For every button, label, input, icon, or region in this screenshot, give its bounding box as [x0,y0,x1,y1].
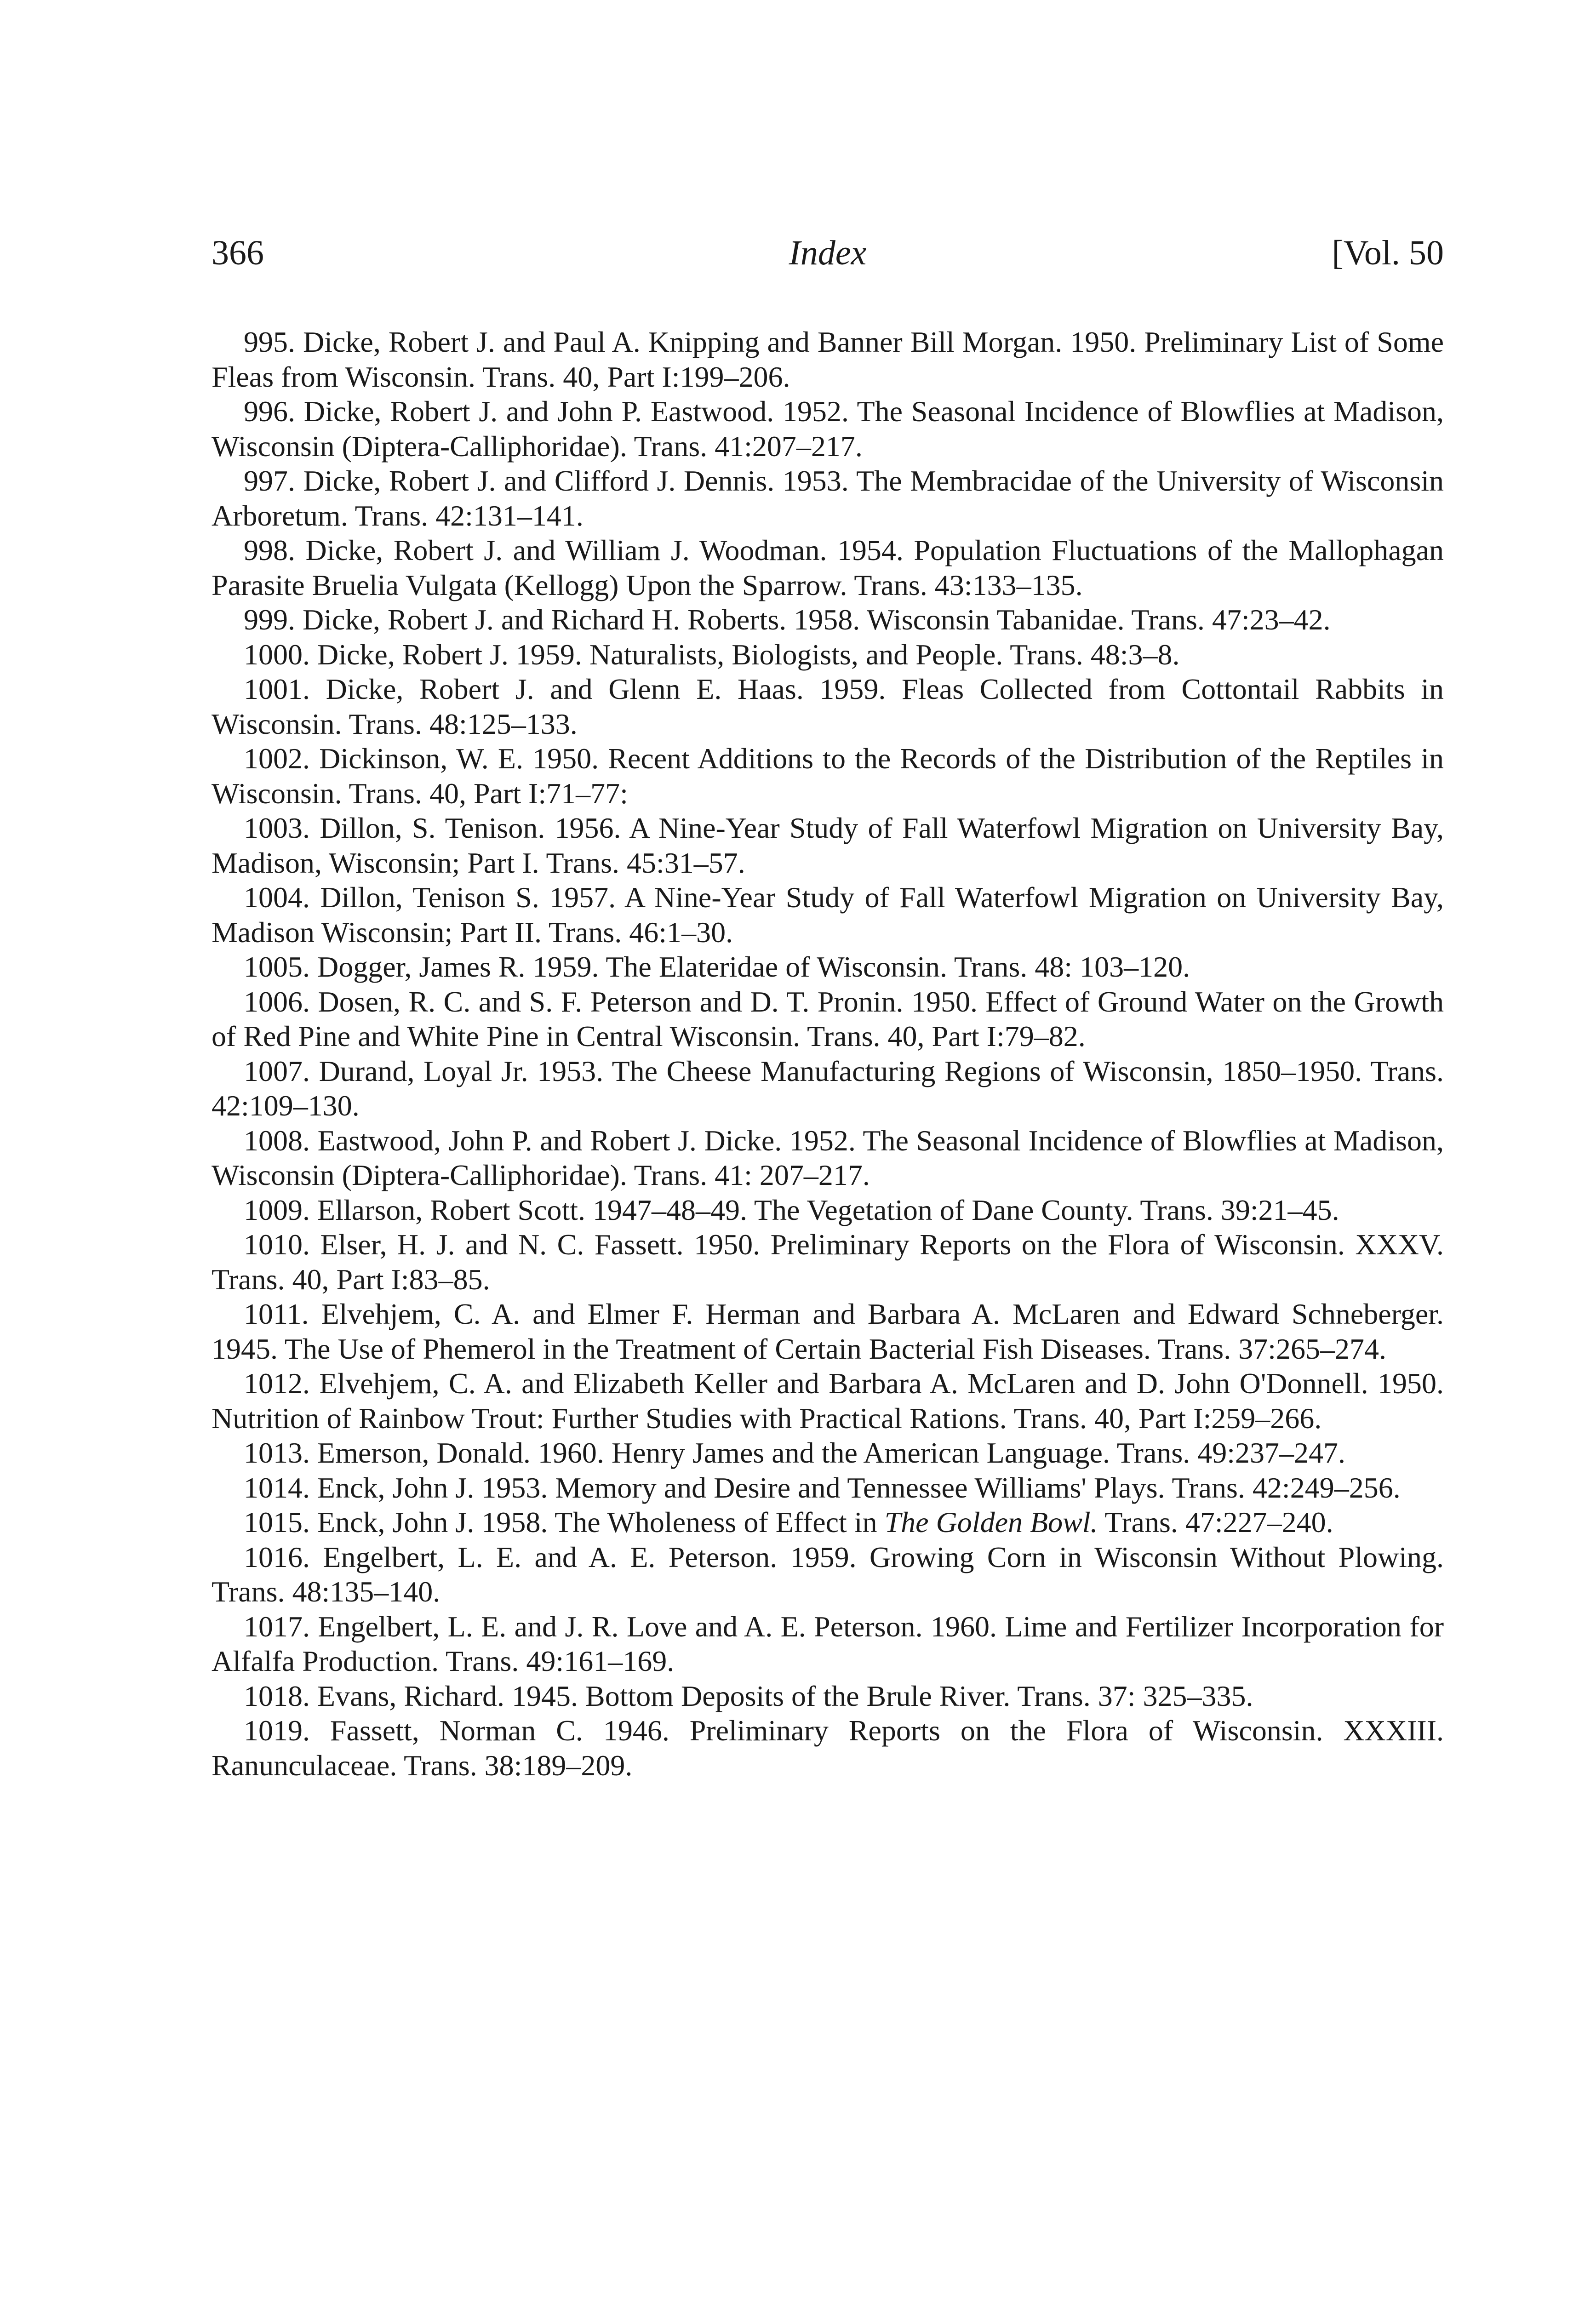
entry-number: 1006. [244,985,310,1018]
entry-number: 1012. [244,1367,310,1400]
index-entry [212,1505,1444,1540]
entry-number: 995. [244,326,295,358]
entry-number: 1014. [244,1471,310,1504]
entry-text: Enck, John J. 1958. The Wholeness of Effect in [317,1506,877,1538]
entry-number: 1016. [244,1540,310,1573]
entry-number: 999. [244,603,295,636]
entry-text: Dillon, S. Tenison. 1956. A Nine-Year Study of Fall Waterfowl Migration on University Bay, Madison, Wisconsin; Part I. Trans. 45:31–57. [212,812,1444,879]
entry-text: Dicke, Robert J. and Clifford J. Dennis. 1953. The Membracidae of the University of Wisconsin Arboretum. Trans. 42:131–141. [212,464,1444,532]
index-entry [212,1679,1444,1714]
entry-text: Dogger, James R. 1959. The Elateridae of Wisconsin. Trans. 48: 103–120. [317,950,1190,983]
index-entry [212,1054,1444,1123]
entry-number: 1009. [244,1193,310,1226]
entry-text: Emerson, Donald. 1960. Henry James and the American Language. Trans. 49:237–247. [317,1436,1346,1469]
index-entry [212,741,1444,811]
index-entry [212,1609,1444,1679]
entry-number: 1010. [244,1228,310,1261]
index-entry [212,880,1444,949]
entry-italic-title: The Golden Bowl. [884,1506,1098,1538]
index-entry [212,1470,1444,1505]
entry-text: Elvehjem, C. A. and Elmer F. Herman and Barbara A. McLaren and Edward Schneberger. 1945. The Use of Phemerol in the Treatment of Certain Bacterial Fish Diseases. Trans. 37:265–274. [212,1298,1444,1365]
entry-text: Engelbert, L. E. and A. E. Peterson. 1959. Growing Corn in Wisconsin Without Plowing. Trans. 48:135–140. [212,1540,1444,1608]
entry-text: Eastwood, John P. and Robert J. Dicke. 1952. The Seasonal Incidence of Blowflies at Madison, Wisconsin (Diptera-Calliphoridae). Trans. 41: 207–217. [212,1124,1444,1191]
entry-text: Elser, H. J. and N. C. Fassett. 1950. Preliminary Reports on the Flora of Wisconsin. XXXV. Trans. 40, Part I:83–85. [212,1228,1444,1296]
index-entry [212,1227,1444,1297]
index-entry [212,325,1444,394]
index-entry [212,1123,1444,1193]
index-entry [212,394,1444,463]
entry-number: 997. [244,464,295,497]
index-entry [212,949,1444,984]
entry-text: Elvehjem, C. A. and Elizabeth Keller and Barbara A. McLaren and D. John O'Donnell. 1950. Nutrition of Rainbow Trout: Further Studies with Practical Rations. Trans. 40, Part I:259–266. [212,1367,1444,1435]
index-entry [212,984,1444,1054]
index-entry [212,463,1444,533]
index-entry [212,637,1444,672]
page-number: 366 [212,234,264,272]
entry-number: 1017. [244,1610,310,1643]
entry-text: Dicke, Robert J. and Paul A. Knipping and Banner Bill Morgan. 1950. Preliminary List of Some Fleas from Wisconsin. Trans. 40, Part I:199–206. [212,326,1444,393]
page-header [212,225,1444,280]
running-title: Index [789,234,867,272]
index-entry [212,1435,1444,1470]
index-entry [212,602,1444,637]
entry-number: 1002. [244,742,310,775]
entry-number: 1018. [244,1679,310,1712]
entry-text: Dillon, Tenison S. 1957. A Nine-Year Study of Fall Waterfowl Migration on University Bay, Madison Wisconsin; Part II. Trans. 46:1–30. [212,881,1444,949]
index-entry [212,533,1444,602]
entry-text: Dicke, Robert J. 1959. Naturalists, Biologists, and People. Trans. 48:3–8. [317,638,1180,671]
entry-text: Evans, Richard. 1945. Bottom Deposits of the Brule River. Trans. 37: 325–335. [317,1679,1253,1712]
entry-text: Enck, John J. 1953. Memory and Desire and Tennessee Williams' Plays. Trans. 42:249–256. [317,1471,1401,1504]
entry-number: 996. [244,395,295,428]
entry-text: Dosen, R. C. and S. F. Peterson and D. T. Pronin. 1950. Effect of Ground Water on the Growth of Red Pine and White Pine in Central Wisconsin. Trans. 40, Part I:79–82. [212,985,1444,1052]
entry-number: 1015. [244,1506,310,1538]
entry-text: Trans. 47:227–240. [1104,1506,1333,1538]
entry-text: Fassett, Norman C. 1946. Preliminary Reports on the Flora of Wisconsin. XXXIII. Ranunculaceae. Trans. 38:189–209. [212,1714,1444,1782]
entry-number: 998. [244,534,295,566]
entry-number: 1004. [244,881,310,914]
entry-text: Ellarson, Robert Scott. 1947–48–49. The Vegetation of Dane County. Trans. 39:21–45. [317,1193,1339,1226]
entry-number: 1005. [244,950,310,983]
entry-number: 1008. [244,1124,310,1157]
index-entry [212,1193,1444,1228]
index-entry [212,1540,1444,1609]
index-entry [212,672,1444,741]
entry-text: Dicke, Robert J. and Richard H. Roberts. 1958. Wisconsin Tabanidae. Trans. 47:23–42. [303,603,1331,636]
index-entry [212,1713,1444,1783]
entry-number: 1011. [244,1298,309,1330]
entry-text: Durand, Loyal Jr. 1953. The Cheese Manufacturing Regions of Wisconsin, 1850–1950. Trans. 42:109–130. [212,1054,1444,1122]
index-entry-list [212,325,1444,1783]
entry-number: 1019. [244,1714,310,1747]
entry-number: 1013. [244,1436,310,1469]
entry-number: 1000. [244,638,310,671]
entry-text: Dickinson, W. E. 1950. Recent Additions to the Records of the Distribution of the Reptiles in Wisconsin. Trans. 40, Part I:71–77: [212,742,1444,810]
entry-number: 1001. [244,673,310,705]
index-entry [212,811,1444,880]
entry-text: Dicke, Robert J. and John P. Eastwood. 1952. The Seasonal Incidence of Blowflies at Madison, Wisconsin (Diptera-Calliphoridae). Trans. 41:207–217. [212,395,1444,463]
entry-text: Dicke, Robert J. and William J. Woodman. 1954. Population Fluctuations of the Mallophagan Parasite Bruelia Vulgata (Kellogg) Upon the Sparrow. Trans. 43:133–135. [212,534,1444,601]
index-entry [212,1297,1444,1366]
entry-text: Engelbert, L. E. and J. R. Love and A. E. Peterson. 1960. Lime and Fertilizer Incorporation for Alfalfa Production. Trans. 49:161–169. [212,1610,1444,1677]
entry-number: 1007. [244,1054,310,1087]
entry-number: 1003. [244,812,310,844]
entry-text: Dicke, Robert J. and Glenn E. Haas. 1959. Fleas Collected from Cottontail Rabbits in Wisconsin. Trans. 48:125–133. [212,673,1444,740]
index-entry [212,1366,1444,1435]
volume-label: [Vol. 50 [1332,234,1444,272]
